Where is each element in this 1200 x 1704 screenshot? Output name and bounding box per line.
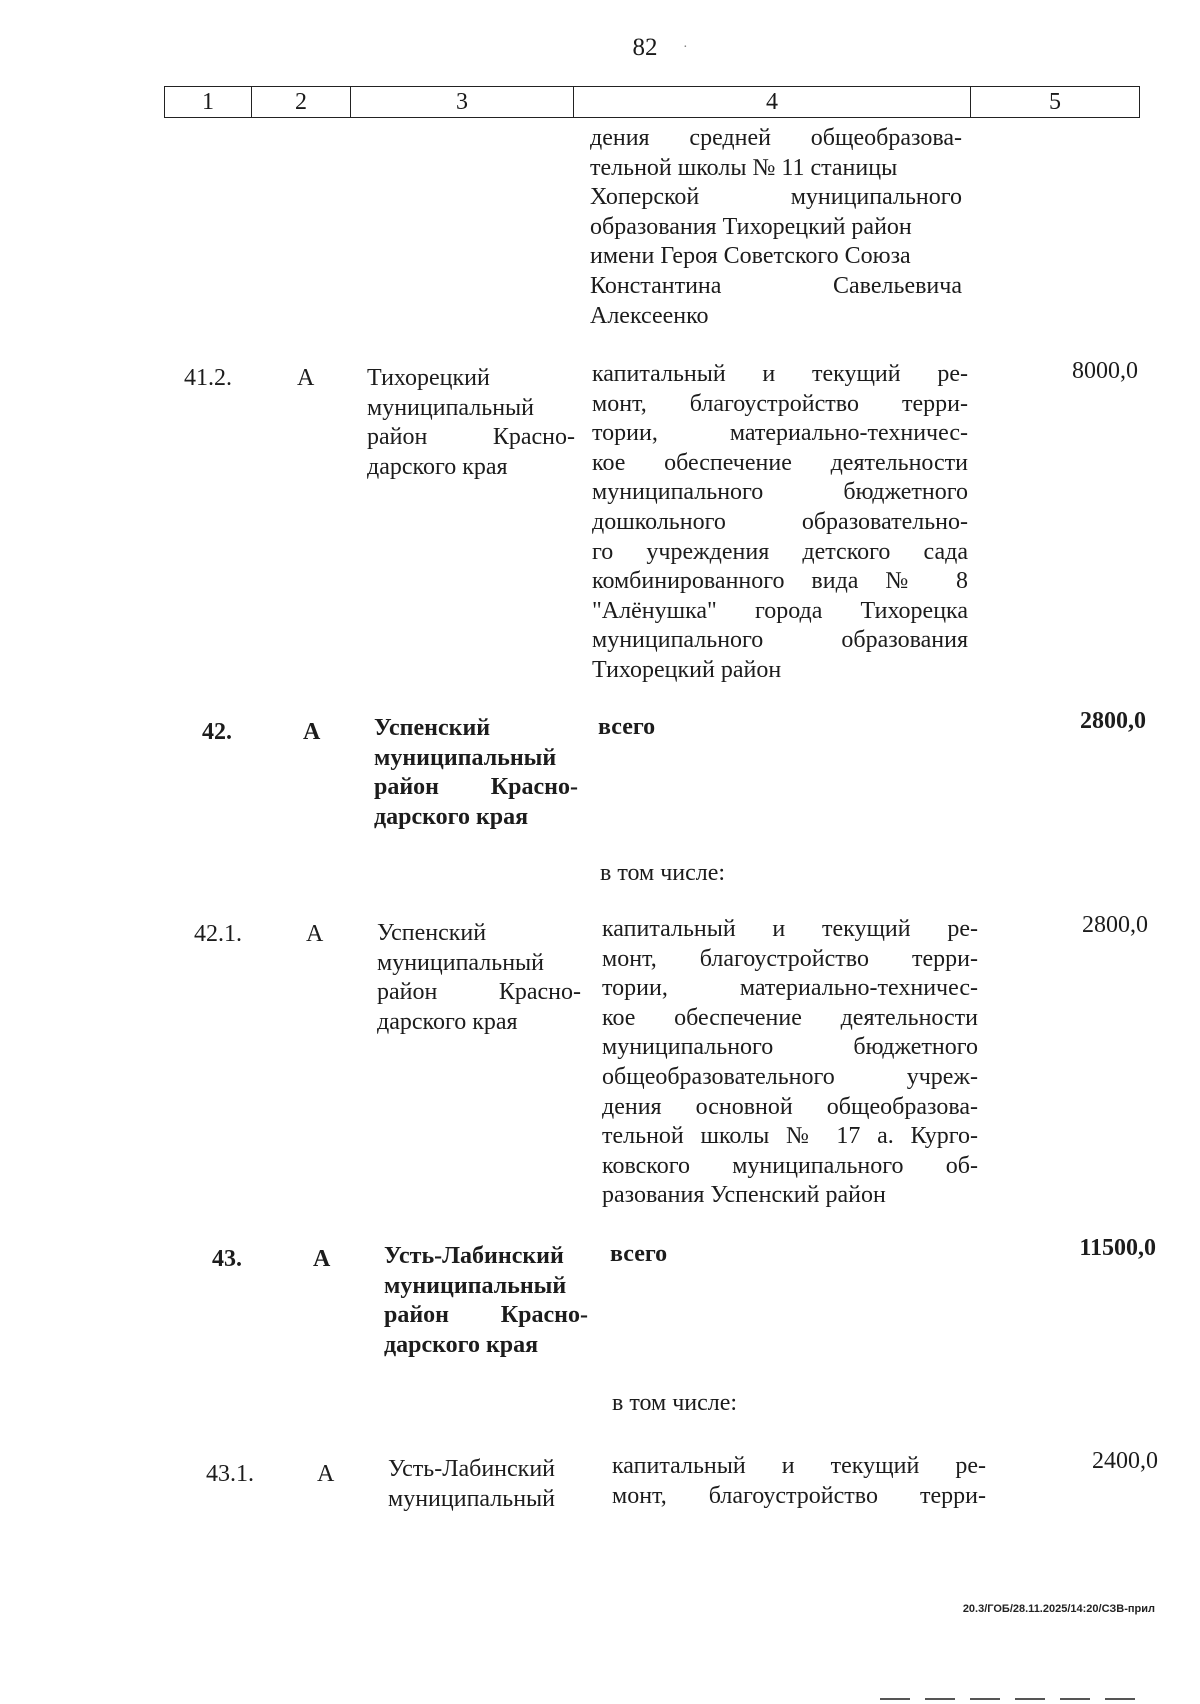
text-line: Усть-Лабинский: [384, 1243, 564, 1269]
text-line: капитальный и текущий ре-: [602, 916, 978, 942]
scan-edge-mark: [970, 1698, 1000, 1700]
text-line: ковского муниципального об-: [602, 1152, 978, 1179]
text-line: район Красно-: [377, 979, 581, 1006]
row-number: 42.: [202, 719, 232, 745]
text-line: Успенский: [374, 715, 491, 741]
text-line: го учреждения детского сада: [592, 538, 968, 565]
text-line: Усть-Лабинский: [388, 1456, 556, 1482]
text-line: разования Успенский район: [602, 1182, 886, 1209]
text-line: дения средней общеобразова-: [590, 125, 962, 151]
row-number: 42.1.: [194, 921, 242, 947]
text-line: дарского края: [374, 803, 529, 830]
text-line: дарского края: [384, 1331, 539, 1358]
text-line: Успенский: [377, 920, 487, 946]
text-line: муниципального образования: [592, 627, 968, 654]
including-label: в том числе:: [612, 1390, 738, 1416]
text-line: общеобразовательного учреж-: [602, 1063, 978, 1090]
text-line: тории, материально-техничес-: [592, 420, 968, 447]
row-description: [592, 360, 968, 686]
row-region: [388, 1455, 592, 1514]
text-line: дения основной общеобразова-: [602, 1093, 978, 1120]
text-line: район Красно-: [374, 774, 578, 801]
scan-dot: ·: [683, 40, 688, 55]
text-line: монт, благоустройство терри-: [612, 1482, 986, 1509]
text-line: Алексеенко: [590, 302, 709, 329]
row-description: [612, 1452, 986, 1511]
text-line: муниципальный: [388, 1485, 556, 1512]
text-line: капитальный и текущий ре-: [592, 361, 968, 387]
text-line: тории, материально-техничес-: [602, 975, 978, 1002]
column-header-2: 2: [252, 87, 351, 117]
row-number: 43.1.: [206, 1461, 254, 1487]
row-region: [374, 714, 578, 832]
page-number: 82: [632, 34, 658, 61]
row-category: А: [303, 719, 321, 745]
column-header-1: 1: [165, 87, 252, 117]
scan-edge-mark: [1060, 1698, 1090, 1700]
row-number: 41.2.: [184, 365, 232, 391]
row-amount: 2800,0: [1080, 708, 1146, 734]
text-line: дарского края: [377, 1008, 518, 1035]
text-line: район Красно-: [384, 1302, 588, 1329]
text-line: "Алёнушка" города Тихорецка: [592, 597, 968, 624]
text-line: имени Героя Советского Союза: [590, 243, 911, 270]
scan-edge-mark: [1015, 1698, 1045, 1700]
row-amount: 8000,0: [1072, 358, 1138, 384]
text-line: муниципальный: [377, 949, 545, 976]
text-line: комбинированного вида № 8: [592, 568, 968, 595]
row-region: [384, 1242, 588, 1360]
text-line: Тихорецкий район: [592, 656, 782, 683]
text-line: муниципальный: [384, 1272, 567, 1299]
text-line: муниципального бюджетного: [592, 479, 968, 506]
row-region: [377, 919, 581, 1037]
column-header-3: 3: [351, 87, 574, 117]
row-category: А: [306, 921, 324, 947]
row-category: А: [313, 1246, 331, 1272]
row-total-label: всего: [610, 1241, 668, 1267]
text-line: Константина Савельевича: [590, 272, 962, 299]
row-amount: 2800,0: [1082, 912, 1148, 938]
text-line: монт, благоустройство терри-: [602, 945, 978, 972]
row-number: 43.: [212, 1246, 242, 1272]
row-amount: 2400,0: [1092, 1448, 1158, 1474]
text-line: кое обеспечение деятельности: [592, 449, 968, 476]
row-description: [602, 915, 978, 1211]
row-total-label: всего: [598, 714, 656, 740]
row-region: [367, 364, 575, 482]
row-category: А: [317, 1461, 335, 1487]
scan-edge-mark: [880, 1698, 910, 1700]
text-line: муниципального бюджетного: [602, 1034, 978, 1061]
text-line: Тихорецкий: [367, 365, 490, 391]
column-header-5: 5: [1049, 89, 1061, 115]
text-line: тельной школы № 11 станицы: [590, 154, 898, 181]
text-line: Хоперской муниципального: [590, 184, 962, 211]
text-line: дошкольного образовательно-: [592, 508, 968, 535]
continuation-description: [590, 124, 962, 331]
scan-edge-mark: [1105, 1698, 1135, 1700]
text-line: район Красно-: [367, 424, 575, 451]
text-line: тельной школы № 17 а. Курго-: [602, 1123, 978, 1150]
text-line: монт, благоустройство терри-: [592, 390, 968, 417]
text-line: муниципальный: [374, 744, 557, 771]
scan-edge-mark: [925, 1698, 955, 1700]
row-amount: 11500,0: [1079, 1235, 1156, 1261]
text-line: муниципальный: [367, 394, 535, 421]
text-line: кое обеспечение деятельности: [602, 1004, 978, 1031]
including-label: в том числе:: [600, 860, 726, 886]
document-code: 20.3/ГОБ/28.11.2025/14:20/СЗВ-прил: [962, 1603, 1155, 1615]
text-line: образования Тихорецкий район: [590, 213, 912, 240]
column-header-row: [164, 86, 1140, 118]
row-category: А: [297, 365, 315, 391]
text-line: дарского края: [367, 453, 508, 480]
column-header-4: 4: [574, 87, 971, 117]
text-line: капитальный и текущий ре-: [612, 1453, 986, 1479]
